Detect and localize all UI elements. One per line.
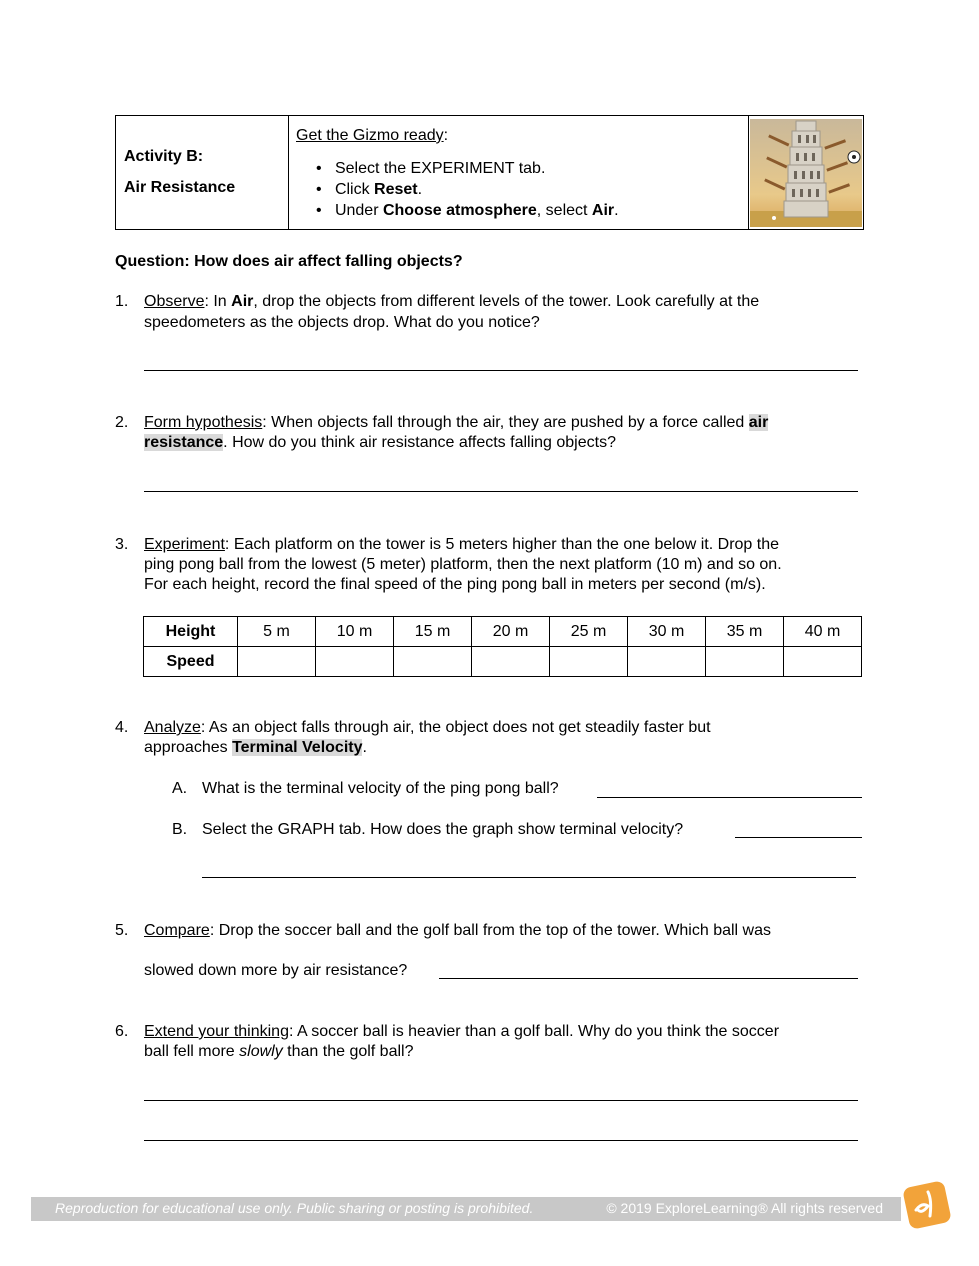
q1-number: 1. (115, 293, 129, 310)
footer-copyright: © 2019 ExploreLearning® All rights reserved (606, 1200, 883, 1216)
q2-text-line2: resistance. How do you think air resistance affects falling objects? (144, 434, 616, 451)
setup-step: • Click Reset. (316, 181, 423, 198)
speed-input-cell[interactable] (706, 647, 784, 677)
q5-text: Compare: Drop the soccer ball and the golf ball from the top of the tower. Which ball was (144, 922, 771, 939)
q4a-answer-line[interactable] (597, 797, 862, 798)
q6-answer-line2[interactable] (144, 1140, 858, 1141)
speed-input-cell[interactable] (316, 647, 394, 677)
height-cell: 40 m (784, 617, 862, 647)
setup-step: • Select the EXPERIMENT tab. (316, 160, 546, 177)
q1-text: Observe: In Air, drop the objects from different levels of the tower. Look carefully at the (144, 293, 760, 310)
speed-header: Speed (144, 647, 238, 677)
speed-input-cell[interactable] (394, 647, 472, 677)
q5-number: 5. (115, 922, 129, 939)
height-row (144, 617, 862, 647)
gizmo-setup-cell: Get the Gizmo ready: • Select the EXPERIMENT tab. • Click Reset. • Under Choose atmosphere, select Air. (288, 116, 749, 229)
speed-row (144, 647, 862, 677)
q6-text-line2: ball fell more slowly than the golf ball? (144, 1043, 414, 1060)
height-cell: 20 m (472, 617, 550, 647)
q4a-letter: A. (172, 780, 188, 797)
setup-steps-list (316, 158, 619, 221)
tower-image-cell (749, 116, 863, 229)
question-heading: Question: How does air affect falling objects? (115, 253, 463, 270)
height-cell: 10 m (316, 617, 394, 647)
activity-title-cell (116, 116, 289, 229)
height-cell: 5 m (238, 617, 316, 647)
q3-number: 3. (115, 536, 129, 553)
q3-text-line3: For each height, record the final speed of the ping pong ball in meters per second (m/s). (144, 576, 766, 593)
height-header: Height (144, 617, 238, 647)
q2-text: Form hypothesis: When objects fall through the air, they are pushed by a force called air (144, 414, 769, 431)
height-speed-table (143, 616, 862, 677)
height-cell: 35 m (706, 617, 784, 647)
q2-number: 2. (115, 414, 129, 431)
activity-title: Activity B: (124, 148, 204, 165)
speed-input-cell[interactable] (550, 647, 628, 677)
q6-number: 6. (115, 1023, 129, 1040)
setup-step: • Under Choose atmosphere, select Air. (316, 202, 619, 219)
q5-text-line2: slowed down more by air resistance? (144, 962, 408, 979)
q5-answer-line[interactable] (439, 978, 858, 979)
leaning-tower-illustration (750, 119, 862, 227)
q4b-text: Select the GRAPH tab. How does the graph show terminal velocity? (202, 821, 684, 838)
q6-answer-line[interactable] (144, 1100, 858, 1101)
q6-text: Extend your thinking: A soccer ball is heavier than a golf ball. Why do you think the soccer (144, 1023, 780, 1040)
q4-text-line2: approaches Terminal Velocity. (144, 739, 367, 756)
activity-subtitle: Air Resistance (124, 179, 236, 196)
q3-text: Experiment: Each platform on the tower is 5 meters higher than the one below it. Drop the (144, 536, 779, 553)
footer-bar (31, 1197, 901, 1221)
height-cell: 30 m (628, 617, 706, 647)
q4a-text: What is the terminal velocity of the ping pong ball? (202, 780, 559, 797)
q4-number: 4. (115, 719, 129, 736)
explorelearning-logo-icon (902, 1180, 954, 1232)
speed-input-cell[interactable] (628, 647, 706, 677)
q4b-answer-line2[interactable] (202, 877, 856, 878)
footer-disclaimer: Reproduction for educational use only. Public sharing or posting is prohibited. (55, 1200, 534, 1216)
activity-header-table (115, 115, 864, 230)
speed-input-cell[interactable] (784, 647, 862, 677)
speed-input-cell[interactable] (472, 647, 550, 677)
q2-answer-line[interactable] (144, 491, 858, 492)
gizmo-ready-label: Get the Gizmo ready (296, 127, 444, 144)
speed-input-cell[interactable] (238, 647, 316, 677)
q4-text: Analyze: As an object falls through air, the object does not get steadily faster but (144, 719, 711, 736)
q4b-answer-line[interactable] (735, 837, 862, 838)
height-cell: 15 m (394, 617, 472, 647)
q1-answer-line[interactable] (144, 370, 858, 371)
q1-text-line2: speedometers as the objects drop. What do you notice? (144, 314, 540, 331)
height-cell: 25 m (550, 617, 628, 647)
q3-text-line2: ping pong ball from the lowest (5 meter) platform, then the next platform (10 m) and so on. (144, 556, 782, 573)
q4b-letter: B. (172, 821, 188, 838)
